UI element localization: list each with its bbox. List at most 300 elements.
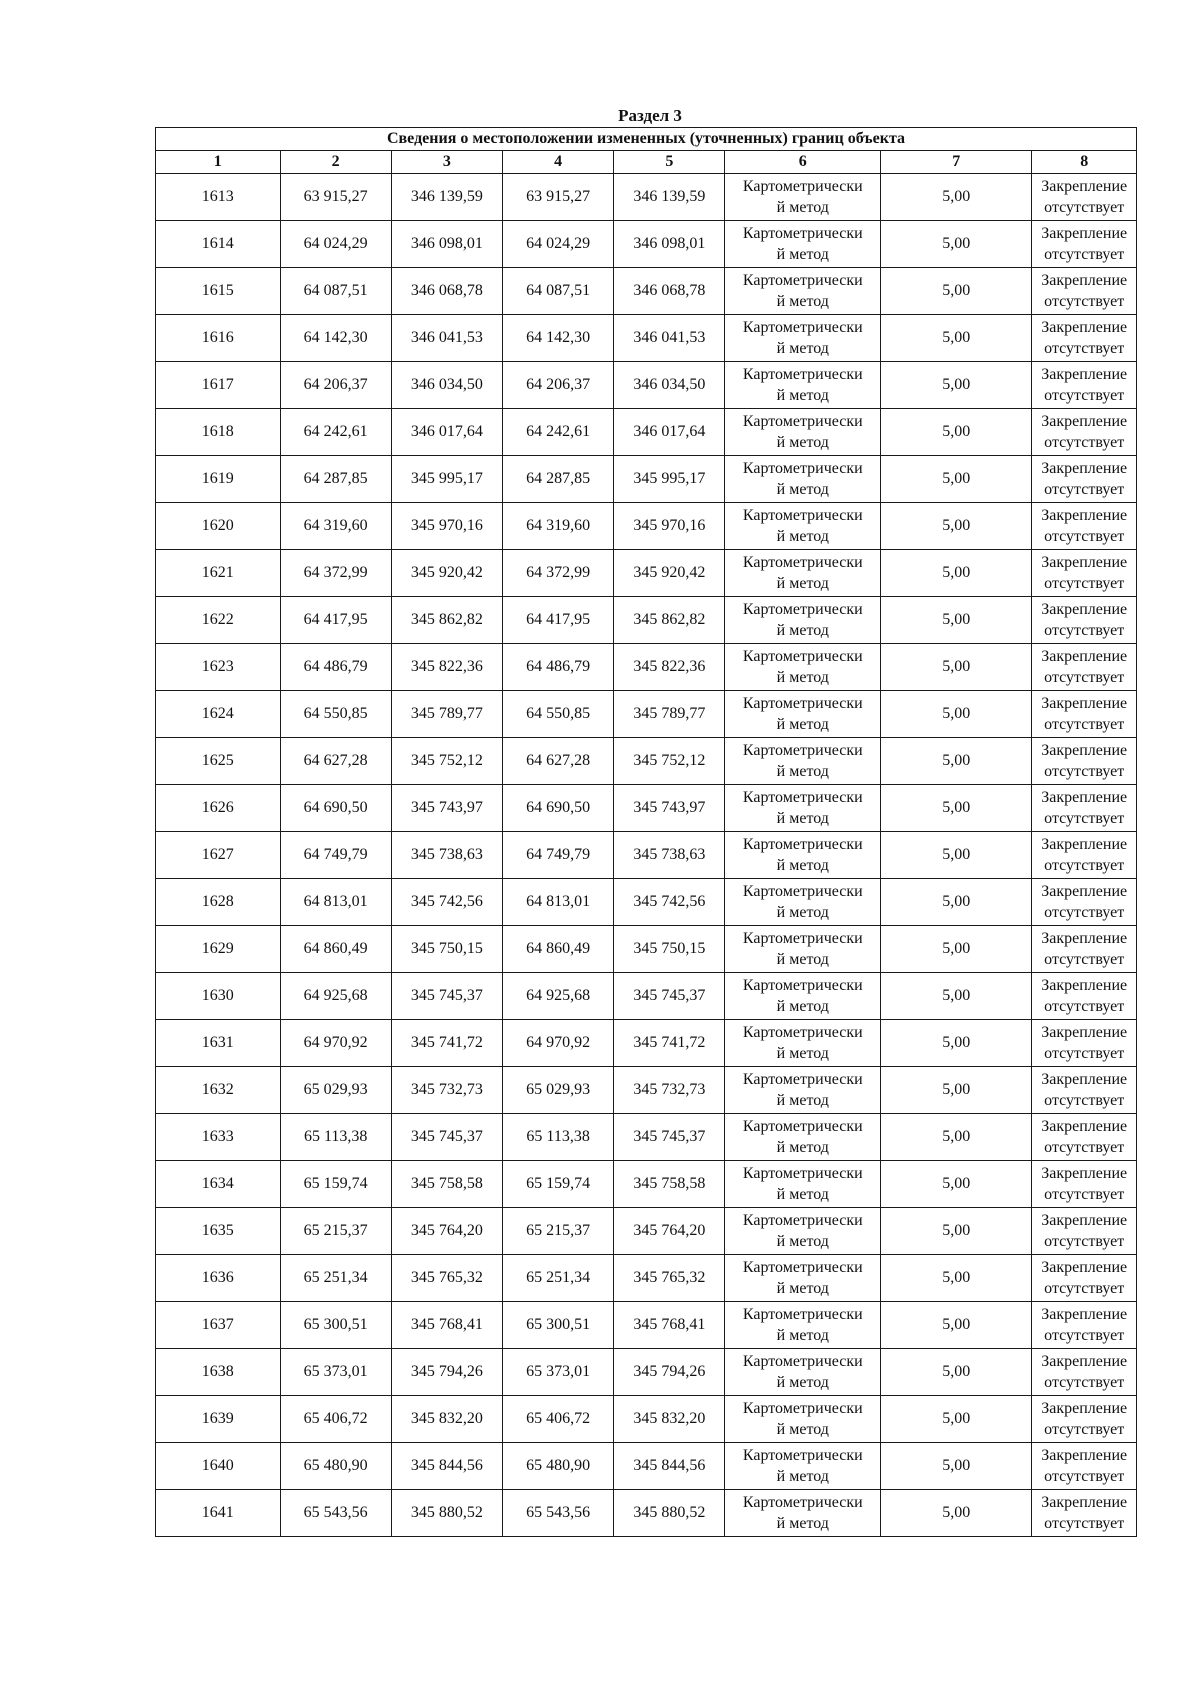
method-text-line2: й метод: [776, 1280, 829, 1297]
table-row: [156, 926, 1137, 973]
precision-cell: 5,00: [881, 832, 1032, 879]
method-text-line2: й метод: [776, 293, 829, 310]
method-text-line2: й метод: [776, 340, 829, 357]
precision-cell: 5,00: [881, 221, 1032, 268]
fixation-text-line2: отсутствует: [1044, 387, 1125, 404]
precision-cell: 5,00: [881, 550, 1032, 597]
fixation-cell: [1032, 1302, 1137, 1349]
table-row: [156, 1067, 1137, 1114]
y-existing-cell: 345 752,12: [391, 738, 502, 785]
method-cell: [725, 456, 881, 503]
x-existing-cell: 65 159,74: [280, 1161, 391, 1208]
fixation-cell: [1032, 1208, 1137, 1255]
fixation-text-line2: отсутствует: [1044, 716, 1125, 733]
fixation-text-line1: Закрепление: [1041, 178, 1128, 195]
y-new-cell: 345 822,36: [614, 644, 725, 691]
point-number-cell: 1614: [156, 221, 281, 268]
x-existing-cell: 63 915,27: [280, 174, 391, 221]
point-number-cell: 1637: [156, 1302, 281, 1349]
method-text-line2: й метод: [776, 387, 829, 404]
x-new-cell: 65 300,51: [503, 1302, 614, 1349]
method-text-line2: й метод: [776, 810, 829, 827]
fixation-text-line2: отсутствует: [1044, 810, 1125, 827]
precision-cell: 5,00: [881, 926, 1032, 973]
table-row: [156, 503, 1137, 550]
y-existing-cell: 345 920,42: [391, 550, 502, 597]
precision-cell: 5,00: [881, 1114, 1032, 1161]
x-existing-cell: 64 970,92: [280, 1020, 391, 1067]
method-cell: [725, 1255, 881, 1302]
method-cell: [725, 1443, 881, 1490]
fixation-text-line1: Закрепление: [1041, 742, 1128, 759]
fixation-cell: [1032, 738, 1137, 785]
x-existing-cell: 64 925,68: [280, 973, 391, 1020]
precision-cell: 5,00: [881, 409, 1032, 456]
y-existing-cell: 345 862,82: [391, 597, 502, 644]
point-number-cell: 1628: [156, 879, 281, 926]
fixation-text-line2: отсутствует: [1044, 857, 1125, 874]
method-text-line1: Картометрически: [742, 695, 863, 712]
precision-cell: 5,00: [881, 503, 1032, 550]
y-existing-cell: 345 743,97: [391, 785, 502, 832]
fixation-text-line1: Закрепление: [1041, 601, 1128, 618]
method-cell: [725, 503, 881, 550]
table-row: [156, 456, 1137, 503]
method-text-line2: й метод: [776, 575, 829, 592]
fixation-cell: [1032, 221, 1137, 268]
table-row: [156, 550, 1137, 597]
table-row: [156, 1396, 1137, 1443]
point-number-cell: 1623: [156, 644, 281, 691]
method-cell: [725, 1490, 881, 1537]
method-text-line1: Картометрически: [742, 319, 863, 336]
method-text-line2: й метод: [776, 246, 829, 263]
y-new-cell: 345 742,56: [614, 879, 725, 926]
table-row: [156, 315, 1137, 362]
method-text-line1: Картометрически: [742, 507, 863, 524]
method-cell: [725, 926, 881, 973]
x-new-cell: 65 543,56: [503, 1490, 614, 1537]
method-text-line1: Картометрически: [742, 1259, 863, 1276]
fixation-text-line1: Закрепление: [1041, 272, 1128, 289]
column-number-5: 5: [614, 151, 725, 174]
fixation-text-line2: отсутствует: [1044, 1233, 1125, 1250]
fixation-text-line2: отсутствует: [1044, 1374, 1125, 1391]
y-new-cell: 345 789,77: [614, 691, 725, 738]
y-existing-cell: 345 732,73: [391, 1067, 502, 1114]
y-existing-cell: 345 741,72: [391, 1020, 502, 1067]
x-new-cell: 64 142,30: [503, 315, 614, 362]
method-cell: [725, 315, 881, 362]
x-existing-cell: 65 113,38: [280, 1114, 391, 1161]
x-new-cell: 64 550,85: [503, 691, 614, 738]
table-row: [156, 1020, 1137, 1067]
method-cell: [725, 174, 881, 221]
y-existing-cell: 346 041,53: [391, 315, 502, 362]
fixation-cell: [1032, 1255, 1137, 1302]
method-text-line1: Картометрически: [742, 554, 863, 571]
method-cell: [725, 738, 881, 785]
table-row: [156, 832, 1137, 879]
precision-cell: 5,00: [881, 362, 1032, 409]
method-text-line1: Картометрически: [742, 742, 863, 759]
fixation-text-line1: Закрепление: [1041, 930, 1128, 947]
method-text-line1: Картометрически: [742, 460, 863, 477]
y-existing-cell: 345 745,37: [391, 973, 502, 1020]
fixation-text-line1: Закрепление: [1041, 883, 1128, 900]
x-existing-cell: 64 287,85: [280, 456, 391, 503]
precision-cell: 5,00: [881, 879, 1032, 926]
fixation-text-line2: отсутствует: [1044, 1468, 1125, 1485]
point-number-cell: 1640: [156, 1443, 281, 1490]
fixation-text-line2: отсутствует: [1044, 434, 1125, 451]
method-text-line2: й метод: [776, 763, 829, 780]
fixation-text-line1: Закрепление: [1041, 1400, 1128, 1417]
table-row: [156, 644, 1137, 691]
table-row: [156, 409, 1137, 456]
precision-cell: 5,00: [881, 1161, 1032, 1208]
method-text-line1: Картометрически: [742, 1024, 863, 1041]
fixation-text-line1: Закрепление: [1041, 977, 1128, 994]
x-new-cell: 64 925,68: [503, 973, 614, 1020]
y-existing-cell: 346 034,50: [391, 362, 502, 409]
y-new-cell: 346 034,50: [614, 362, 725, 409]
method-text-line1: Картометрически: [742, 1165, 863, 1182]
precision-cell: 5,00: [881, 973, 1032, 1020]
fixation-text-line2: отсутствует: [1044, 622, 1125, 639]
precision-cell: 5,00: [881, 1349, 1032, 1396]
method-text-line2: й метод: [776, 1233, 829, 1250]
point-number-cell: 1632: [156, 1067, 281, 1114]
y-new-cell: 346 017,64: [614, 409, 725, 456]
fixation-text-line2: отсутствует: [1044, 1515, 1125, 1532]
precision-cell: 5,00: [881, 1443, 1032, 1490]
y-existing-cell: 345 832,20: [391, 1396, 502, 1443]
point-number-cell: 1627: [156, 832, 281, 879]
x-new-cell: 64 024,29: [503, 221, 614, 268]
method-text-line2: й метод: [776, 998, 829, 1015]
method-text-line1: Картометрически: [742, 789, 863, 806]
fixation-cell: [1032, 691, 1137, 738]
fixation-cell: [1032, 1161, 1137, 1208]
y-existing-cell: 345 970,16: [391, 503, 502, 550]
point-number-cell: 1613: [156, 174, 281, 221]
column-number-2: 2: [280, 151, 391, 174]
y-new-cell: 345 768,41: [614, 1302, 725, 1349]
y-new-cell: 345 832,20: [614, 1396, 725, 1443]
fixation-cell: [1032, 832, 1137, 879]
y-new-cell: 345 794,26: [614, 1349, 725, 1396]
fixation-cell: [1032, 503, 1137, 550]
point-number-cell: 1617: [156, 362, 281, 409]
point-number-cell: 1618: [156, 409, 281, 456]
precision-cell: 5,00: [881, 174, 1032, 221]
x-new-cell: 63 915,27: [503, 174, 614, 221]
x-existing-cell: 65 251,34: [280, 1255, 391, 1302]
method-text-line1: Картометрически: [742, 413, 863, 430]
point-number-cell: 1634: [156, 1161, 281, 1208]
point-number-cell: 1619: [156, 456, 281, 503]
point-number-cell: 1626: [156, 785, 281, 832]
fixation-text-line2: отсутствует: [1044, 763, 1125, 780]
method-text-line1: Картометрически: [742, 178, 863, 195]
y-existing-cell: 346 017,64: [391, 409, 502, 456]
x-new-cell: 64 242,61: [503, 409, 614, 456]
y-existing-cell: 345 844,56: [391, 1443, 502, 1490]
precision-cell: 5,00: [881, 1020, 1032, 1067]
method-text-line2: й метод: [776, 1139, 829, 1156]
method-text-line2: й метод: [776, 1374, 829, 1391]
x-new-cell: 64 749,79: [503, 832, 614, 879]
precision-cell: 5,00: [881, 268, 1032, 315]
table-row: [156, 268, 1137, 315]
method-text-line2: й метод: [776, 669, 829, 686]
x-existing-cell: 64 860,49: [280, 926, 391, 973]
method-text-line1: Картометрически: [742, 1118, 863, 1135]
fixation-cell: [1032, 1396, 1137, 1443]
fixation-cell: [1032, 1020, 1137, 1067]
x-new-cell: 65 215,37: [503, 1208, 614, 1255]
x-existing-cell: 64 142,30: [280, 315, 391, 362]
x-new-cell: 65 113,38: [503, 1114, 614, 1161]
x-new-cell: 64 287,85: [503, 456, 614, 503]
y-new-cell: 345 844,56: [614, 1443, 725, 1490]
method-text-line2: й метод: [776, 1468, 829, 1485]
fixation-text-line1: Закрепление: [1041, 1494, 1128, 1511]
method-cell: [725, 409, 881, 456]
point-number-cell: 1624: [156, 691, 281, 738]
y-existing-cell: 345 768,41: [391, 1302, 502, 1349]
table-row: [156, 973, 1137, 1020]
point-number-cell: 1641: [156, 1490, 281, 1537]
table-row: [156, 1208, 1137, 1255]
x-existing-cell: 65 543,56: [280, 1490, 391, 1537]
method-cell: [725, 1067, 881, 1114]
method-cell: [725, 1161, 881, 1208]
precision-cell: 5,00: [881, 1255, 1032, 1302]
table-row: [156, 362, 1137, 409]
precision-cell: 5,00: [881, 1396, 1032, 1443]
point-number-cell: 1629: [156, 926, 281, 973]
x-new-cell: 64 690,50: [503, 785, 614, 832]
column-number-row: [156, 151, 1137, 174]
precision-cell: 5,00: [881, 1302, 1032, 1349]
y-existing-cell: 345 995,17: [391, 456, 502, 503]
x-existing-cell: 64 550,85: [280, 691, 391, 738]
y-existing-cell: 345 880,52: [391, 1490, 502, 1537]
x-new-cell: 65 251,34: [503, 1255, 614, 1302]
x-existing-cell: 64 486,79: [280, 644, 391, 691]
method-text-line1: Картометрически: [742, 1212, 863, 1229]
fixation-text-line2: отсутствует: [1044, 575, 1125, 592]
y-new-cell: 345 738,63: [614, 832, 725, 879]
precision-cell: 5,00: [881, 456, 1032, 503]
x-existing-cell: 64 319,60: [280, 503, 391, 550]
method-cell: [725, 597, 881, 644]
fixation-cell: [1032, 785, 1137, 832]
point-number-cell: 1625: [156, 738, 281, 785]
precision-cell: 5,00: [881, 597, 1032, 644]
fixation-text-line2: отсутствует: [1044, 904, 1125, 921]
method-text-line1: Картометрически: [742, 1306, 863, 1323]
table-row: [156, 1490, 1137, 1537]
y-existing-cell: 346 068,78: [391, 268, 502, 315]
table-row: [156, 738, 1137, 785]
point-number-cell: 1639: [156, 1396, 281, 1443]
fixation-text-line1: Закрепление: [1041, 648, 1128, 665]
column-number-6: 6: [725, 151, 881, 174]
x-new-cell: 64 087,51: [503, 268, 614, 315]
method-text-line1: Картометрически: [742, 883, 863, 900]
y-new-cell: 345 750,15: [614, 926, 725, 973]
y-new-cell: 345 970,16: [614, 503, 725, 550]
table-row: [156, 174, 1137, 221]
precision-cell: 5,00: [881, 1067, 1032, 1114]
method-text-line2: й метод: [776, 528, 829, 545]
table-caption: Сведения о местоположении измененных (уточненных) границ объекта: [156, 128, 1137, 151]
x-existing-cell: 65 480,90: [280, 1443, 391, 1490]
fixation-cell: [1032, 1067, 1137, 1114]
fixation-text-line2: отсутствует: [1044, 481, 1125, 498]
fixation-text-line1: Закрепление: [1041, 836, 1128, 853]
table-row: [156, 221, 1137, 268]
boundary-coordinates-table: [155, 127, 1137, 1537]
fixation-text-line1: Закрепление: [1041, 789, 1128, 806]
fixation-text-line1: Закрепление: [1041, 1212, 1128, 1229]
method-cell: [725, 879, 881, 926]
point-number-cell: 1620: [156, 503, 281, 550]
precision-cell: 5,00: [881, 785, 1032, 832]
method-text-line1: Картометрически: [742, 1494, 863, 1511]
method-text-line2: й метод: [776, 904, 829, 921]
fixation-cell: [1032, 644, 1137, 691]
method-cell: [725, 785, 881, 832]
x-existing-cell: 64 206,37: [280, 362, 391, 409]
section-title: Раздел 3: [618, 106, 682, 125]
x-new-cell: 64 417,95: [503, 597, 614, 644]
x-new-cell: 65 159,74: [503, 1161, 614, 1208]
fixation-text-line1: Закрепление: [1041, 1024, 1128, 1041]
fixation-text-line2: отсутствует: [1044, 1045, 1125, 1062]
method-text-line1: Картометрически: [742, 272, 863, 289]
method-text-line2: й метод: [776, 1327, 829, 1344]
method-text-line2: й метод: [776, 1045, 829, 1062]
y-new-cell: 346 098,01: [614, 221, 725, 268]
fixation-cell: [1032, 1443, 1137, 1490]
method-text-line2: й метод: [776, 1092, 829, 1109]
method-text-line2: й метод: [776, 199, 829, 216]
x-existing-cell: 64 627,28: [280, 738, 391, 785]
fixation-text-line1: Закрепление: [1041, 1165, 1128, 1182]
x-new-cell: 65 029,93: [503, 1067, 614, 1114]
method-cell: [725, 691, 881, 738]
fixation-text-line2: отсутствует: [1044, 199, 1125, 216]
method-cell: [725, 973, 881, 1020]
x-existing-cell: 64 690,50: [280, 785, 391, 832]
method-text-line2: й метод: [776, 1186, 829, 1203]
precision-cell: 5,00: [881, 644, 1032, 691]
point-number-cell: 1635: [156, 1208, 281, 1255]
fixation-text-line2: отсутствует: [1044, 293, 1125, 310]
method-text-line2: й метод: [776, 716, 829, 733]
fixation-text-line2: отсутствует: [1044, 1186, 1125, 1203]
fixation-text-line1: Закрепление: [1041, 319, 1128, 336]
method-text-line1: Картометрически: [742, 930, 863, 947]
method-text-line2: й метод: [776, 1515, 829, 1532]
fixation-cell: [1032, 362, 1137, 409]
method-cell: [725, 1020, 881, 1067]
point-number-cell: 1615: [156, 268, 281, 315]
fixation-text-line1: Закрепление: [1041, 225, 1128, 242]
y-existing-cell: 345 742,56: [391, 879, 502, 926]
x-new-cell: 64 486,79: [503, 644, 614, 691]
column-number-3: 3: [391, 151, 502, 174]
x-existing-cell: 64 024,29: [280, 221, 391, 268]
y-existing-cell: 345 794,26: [391, 1349, 502, 1396]
x-new-cell: 65 480,90: [503, 1443, 614, 1490]
fixation-cell: [1032, 456, 1137, 503]
fixation-text-line1: Закрепление: [1041, 1259, 1128, 1276]
y-new-cell: 345 862,82: [614, 597, 725, 644]
y-new-cell: 346 068,78: [614, 268, 725, 315]
fixation-text-line2: отсутствует: [1044, 1421, 1125, 1438]
point-number-cell: 1633: [156, 1114, 281, 1161]
point-number-cell: 1630: [156, 973, 281, 1020]
fixation-text-line1: Закрепление: [1041, 413, 1128, 430]
x-new-cell: 64 372,99: [503, 550, 614, 597]
fixation-cell: [1032, 926, 1137, 973]
method-text-line1: Картометрически: [742, 1400, 863, 1417]
y-existing-cell: 345 745,37: [391, 1114, 502, 1161]
table-row: [156, 1161, 1137, 1208]
method-cell: [725, 1208, 881, 1255]
y-new-cell: 345 995,17: [614, 456, 725, 503]
point-number-cell: 1631: [156, 1020, 281, 1067]
column-number-1: 1: [156, 151, 281, 174]
fixation-cell: [1032, 409, 1137, 456]
x-new-cell: 65 373,01: [503, 1349, 614, 1396]
fixation-cell: [1032, 597, 1137, 644]
y-new-cell: 345 880,52: [614, 1490, 725, 1537]
fixation-cell: [1032, 879, 1137, 926]
fixation-text-line2: отсутствует: [1044, 1139, 1125, 1156]
method-text-line2: й метод: [776, 1421, 829, 1438]
fixation-text-line1: Закрепление: [1041, 366, 1128, 383]
point-number-cell: 1616: [156, 315, 281, 362]
x-new-cell: 64 813,01: [503, 879, 614, 926]
y-new-cell: 346 041,53: [614, 315, 725, 362]
method-cell: [725, 1349, 881, 1396]
table-row: [156, 1114, 1137, 1161]
y-existing-cell: 345 764,20: [391, 1208, 502, 1255]
fixation-cell: [1032, 1490, 1137, 1537]
y-existing-cell: 345 750,15: [391, 926, 502, 973]
column-number-7: 7: [881, 151, 1032, 174]
fixation-cell: [1032, 973, 1137, 1020]
x-existing-cell: 64 749,79: [280, 832, 391, 879]
fixation-text-line1: Закрепление: [1041, 507, 1128, 524]
method-text-line1: Картометрически: [742, 836, 863, 853]
y-existing-cell: 345 822,36: [391, 644, 502, 691]
precision-cell: 5,00: [881, 1490, 1032, 1537]
y-new-cell: 346 139,59: [614, 174, 725, 221]
x-existing-cell: 64 242,61: [280, 409, 391, 456]
fixation-text-line1: Закрепление: [1041, 460, 1128, 477]
fixation-text-line2: отсутствует: [1044, 528, 1125, 545]
x-existing-cell: 64 417,95: [280, 597, 391, 644]
y-new-cell: 345 741,72: [614, 1020, 725, 1067]
fixation-text-line2: отсутствует: [1044, 951, 1125, 968]
